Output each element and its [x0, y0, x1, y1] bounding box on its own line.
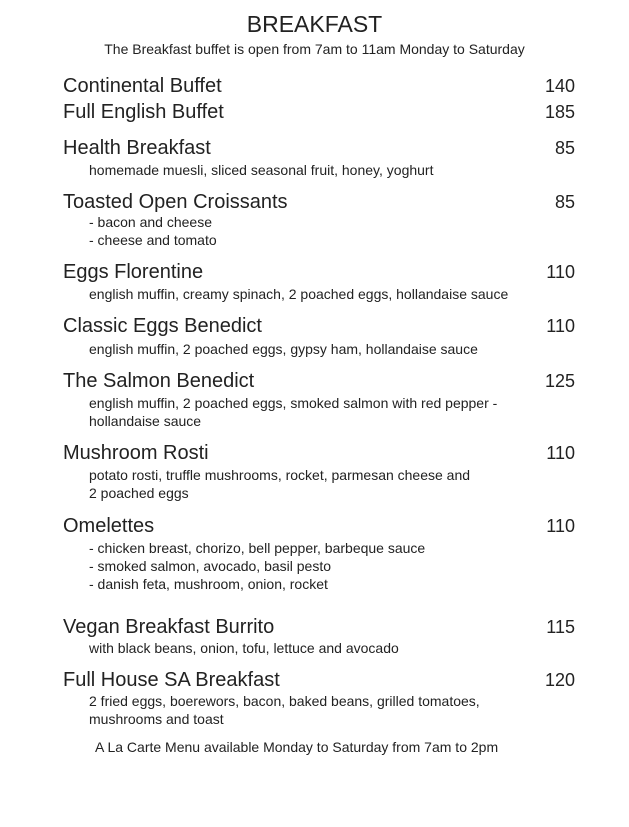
menu-title: BREAKFAST	[246, 11, 383, 37]
menu-item-price: 110	[546, 516, 575, 536]
menu-item-description: - cheese and tomato	[89, 232, 217, 248]
menu-item-price: 140	[544, 76, 575, 96]
menu-item-name: Eggs Florentine	[63, 261, 204, 283]
menu-item-description: english muffin, 2 poached eggs, smoked salmon with red pepper -	[89, 395, 498, 411]
menu-item-description: potato rosti, truffle mushrooms, rocket, parmesan cheese and	[89, 467, 471, 483]
menu-item-name: The Salmon Benedict	[63, 370, 255, 392]
menu-item-description: homemade muesli, sliced seasonal fruit, honey, yoghurt	[89, 162, 434, 178]
menu-item-description: 2 poached eggs	[89, 485, 189, 501]
menu-item-price: 110	[546, 262, 575, 282]
menu-item-description: 2 fried eggs, boerewors, bacon, baked beans, grilled tomatoes,	[89, 693, 480, 709]
menu-item-name: Full English Buffet	[63, 101, 224, 123]
menu-item-name: Health Breakfast	[63, 137, 211, 159]
menu-item-name: Mushroom Rosti	[63, 442, 209, 464]
menu-item-description: with black beans, onion, tofu, lettuce and avocado	[89, 640, 399, 656]
menu-item-description: english muffin, creamy spinach, 2 poached eggs, hollandaise sauce	[89, 286, 509, 302]
menu-item-description: mushrooms and toast	[89, 711, 224, 727]
menu-item-price: 85	[554, 192, 575, 212]
menu-item-description: - chicken breast, chorizo, bell pepper, barbeque sauce	[89, 540, 426, 556]
menu-item-price: 110	[546, 443, 575, 463]
a-la-carte-note: A La Carte Menu available Monday to Saturday from 7am to 2pm	[95, 739, 499, 755]
menu-item-name: Classic Eggs Benedict	[63, 315, 262, 337]
menu-item-description: english muffin, 2 poached eggs, gypsy ham, hollandaise sauce	[89, 341, 478, 357]
menu-item-description: - bacon and cheese	[89, 214, 212, 230]
menu-item-name: Toasted Open Croissants	[63, 191, 288, 213]
menu-item-price: 115	[546, 617, 575, 637]
menu-item-name: Full House SA Breakfast	[63, 669, 280, 691]
menu-item-name: Vegan Breakfast Burrito	[63, 616, 275, 638]
menu-item-price: 85	[554, 138, 575, 158]
menu-item-description: - danish feta, mushroom, onion, rocket	[89, 576, 328, 592]
menu-item-price: 185	[544, 102, 575, 122]
menu-item-price: 125	[544, 371, 575, 391]
buffet-hours-note: The Breakfast buffet is open from 7am to 11am Monday to Saturday	[104, 41, 525, 57]
menu-item-description: - smoked salmon, avocado, basil pesto	[89, 558, 332, 574]
menu-item-price: 120	[544, 670, 575, 690]
menu-item-price: 110	[546, 316, 575, 336]
menu-item-name: Omelettes	[63, 515, 155, 537]
menu-item-name: Continental Buffet	[63, 75, 222, 97]
menu-item-description: hollandaise sauce	[89, 413, 202, 429]
